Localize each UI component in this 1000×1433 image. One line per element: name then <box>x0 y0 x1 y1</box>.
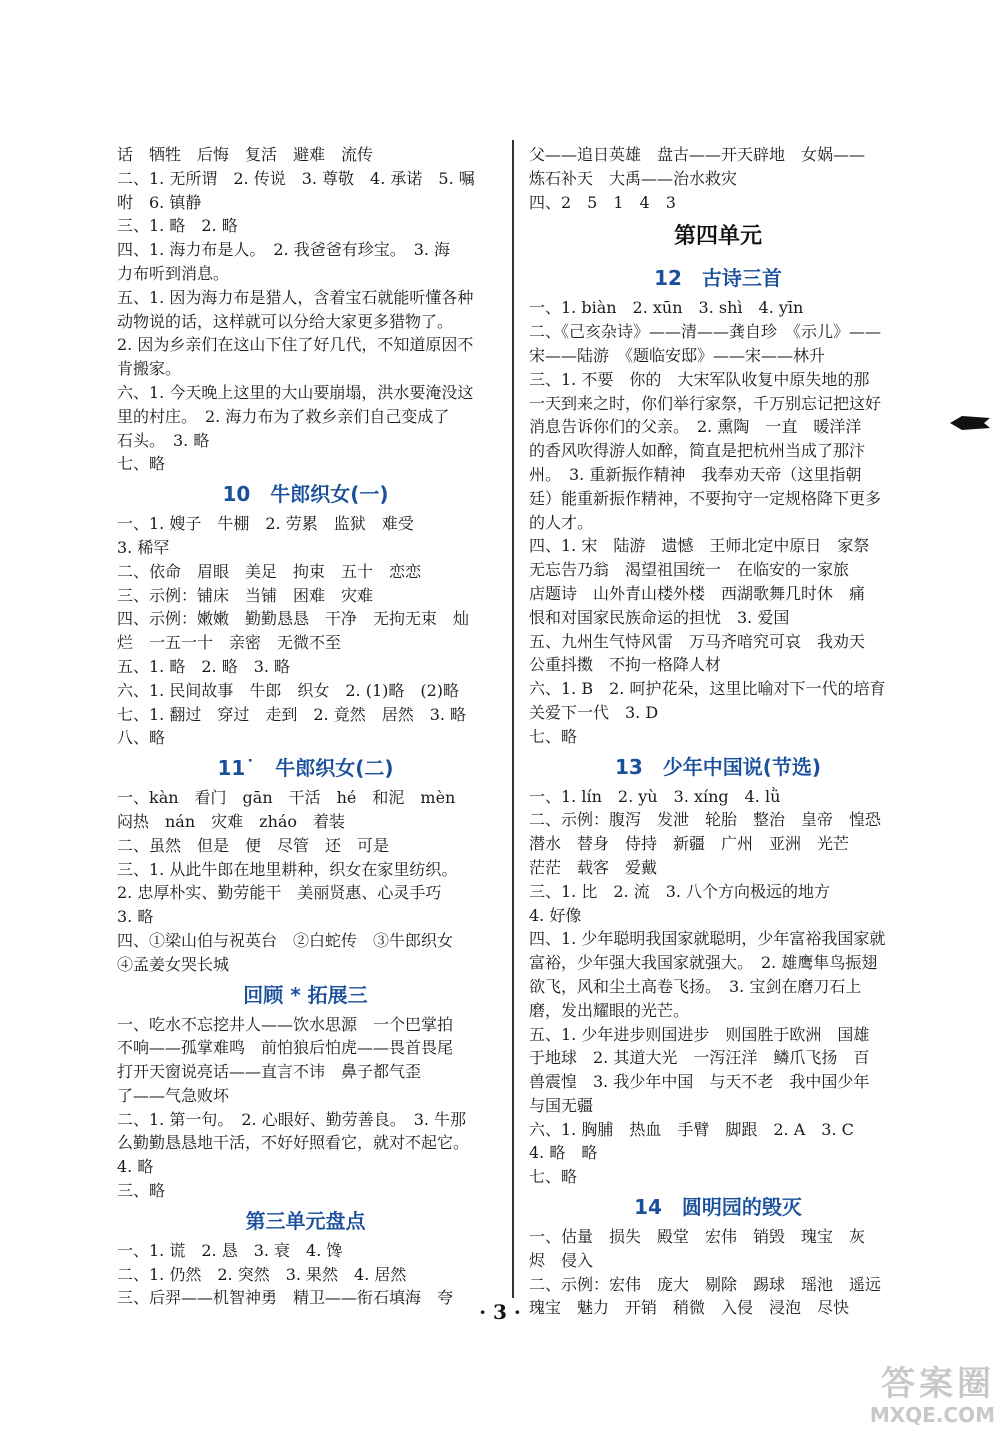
answer-text: 州。 3. 重新振作精神 我奉劝天帝（这里指朝 <box>529 464 862 484</box>
answer-text: 一、1. biàn 2. xūn 3. shì 4. yīn <box>529 298 804 318</box>
answer-text: 四、1. 宋 陆游 遗憾 王师北定中原日 家祭 <box>529 536 870 556</box>
lesson-heading: 12 古诗三首 <box>654 266 782 291</box>
answer-line <box>529 1070 907 1094</box>
answer-text: 公重抖擞 不拘一格降人材 <box>529 655 722 675</box>
answer-line <box>529 975 907 999</box>
answer-text: 五、1. 因为海力布是猎人，含着宝石就能听懂各种 <box>117 287 474 307</box>
answer-text: 四、①梁山伯与祝英台 ②白蛇传 ③牛郎织女 <box>117 930 454 950</box>
answer-text: 店题诗 山外青山楼外楼 西湖歌舞几时休 痛 <box>529 583 866 603</box>
answer-line <box>117 584 494 608</box>
unit-title: 第四单元 <box>673 224 762 250</box>
answer-line <box>117 310 494 334</box>
answer-line <box>117 929 494 953</box>
answer-text: 二、1. 第一句。 2. 心眼好、勤劳善良。 3. 牛那 <box>117 1109 467 1129</box>
answer-line <box>529 320 907 344</box>
answer-text: 四、示例：嫩嫩 勤勤恳恳 干净 无拘无束 灿 <box>117 609 470 629</box>
answer-text: ④孟姜女哭长城 <box>117 954 230 974</box>
answer-line <box>117 1013 494 1037</box>
answer-text: 4. 好像 <box>529 905 582 925</box>
answer-text: 肯搬家。 <box>117 359 182 379</box>
answer-text: 七、1. 翻过 穿过 走到 2. 竟然 居然 3. 略 <box>117 704 467 724</box>
answer-text: 三、示例：铺床 当铺 困难 灾难 <box>117 585 374 605</box>
answer-line <box>117 810 494 834</box>
answer-text: 潜水 替身 侍持 新疆 广州 亚洲 光芒 <box>529 834 850 854</box>
answer-line <box>529 927 907 951</box>
answer-line <box>117 262 494 286</box>
answer-line <box>529 415 907 439</box>
page-number: · 3 · <box>479 1300 521 1324</box>
answer-line <box>529 296 907 320</box>
answer-text: 二、虽然 但是 便 尽管 还 可是 <box>117 835 390 855</box>
answer-text: 五、1. 少年进步则国进步 则国胜于欧洲 国雄 <box>529 1024 870 1044</box>
answer-line <box>529 808 907 832</box>
answer-text: 咐 6. 镇静 <box>117 192 202 212</box>
answer-line <box>529 1118 907 1142</box>
answer-text: 力布听到消息。 <box>117 263 230 283</box>
answer-line <box>117 333 494 357</box>
answer-line <box>117 1239 494 1263</box>
answer-text: 一、吃水不忘挖井人——饮水思源 一个巴掌拍 <box>117 1014 454 1034</box>
answer-text: 一、1. 嫂子 牛棚 2. 劳累 监狱 难受 <box>117 514 414 534</box>
answer-text: 一天到来之时，你们举行家祭，千万别忘记把这好 <box>529 393 882 413</box>
answer-line <box>529 856 907 880</box>
answer-line <box>117 905 494 929</box>
bookmark-ribbon-icon <box>948 412 992 434</box>
answer-text: 3. 略 <box>117 907 154 927</box>
answer-line <box>529 606 907 630</box>
answer-text: 恨和对国家民族命运的担忧 3. 爱国 <box>529 607 790 627</box>
answer-line <box>529 487 907 511</box>
answer-line <box>529 143 907 167</box>
answer-text: 一、1. lín 2. yù 3. xíng 4. lǜ <box>529 786 781 806</box>
answer-line <box>529 167 907 191</box>
answer-line <box>529 1023 907 1047</box>
answer-line <box>529 653 907 677</box>
answer-text: 二、示例：宏伟 庞大 剔除 踢球 瑶池 遥远 <box>529 1274 882 1294</box>
answer-text: 消息告诉你们的父亲。 2. 熏陶 一直 暖洋洋 <box>529 417 862 437</box>
answer-text: 的人才。 <box>529 512 594 532</box>
right-answer-column <box>529 143 907 1320</box>
answer-text: 的香风吹得游人如醉，简直是把杭州当成了那汴 <box>529 441 866 461</box>
column-divider <box>512 140 514 1298</box>
answer-line <box>117 1060 494 1084</box>
answer-text: 磨，发出耀眼的光芒。 <box>529 1000 690 1020</box>
answer-line <box>529 191 907 215</box>
answer-text: 三、1. 不要 你的 大宋军队收复中原失地的那 <box>529 369 870 389</box>
answer-text: 四、2 5 1 4 3 <box>529 192 676 212</box>
answer-line <box>117 512 494 536</box>
answer-text: 话 牺牲 后悔 复活 避难 流传 <box>117 145 374 164</box>
answer-text: 烂 一五一十 亲密 无微不至 <box>117 633 342 653</box>
answer-line <box>529 534 907 558</box>
answer-line <box>529 511 907 535</box>
answer-text: 三、1. 从此牛郎在地里耕种，织女在家里纺织。 <box>117 859 458 879</box>
answer-line <box>529 439 907 463</box>
answer-line <box>117 405 494 429</box>
answer-text: 无忘告乃翁 渴望祖国统一 在临安的一家旅 <box>529 560 850 580</box>
answer-text: 六、1. 民间故事 牛郎 织女 2. (1)略 (2)略 <box>117 680 460 700</box>
watermark-url: MXQE.COM <box>869 1403 995 1427</box>
left-answer-column <box>117 143 494 1310</box>
answer-text: 4. 略 <box>117 1157 154 1177</box>
answer-line <box>117 726 494 750</box>
answer-line <box>117 786 494 810</box>
answer-line <box>529 558 907 582</box>
answer-text: 七、略 <box>529 726 578 746</box>
answer-line <box>529 1273 907 1297</box>
lesson-heading: 10 牛郎织女(一) <box>222 482 389 507</box>
answer-line <box>117 1179 494 1203</box>
answer-line <box>117 655 494 679</box>
answer-text: 打开天窗说亮话——直言不讳 鼻子都气歪 <box>117 1062 422 1082</box>
answer-text: 二、1. 仍然 2. 突然 3. 果然 4. 居然 <box>117 1264 407 1284</box>
answer-text: 一、1. 谎 2. 恳 3. 衰 4. 馋 <box>117 1240 343 1260</box>
answer-text: 四、1. 海力布是人。 2. 我爸爸有珍宝。 3. 海 <box>117 240 451 260</box>
answer-text: 二、依命 眉眼 美足 拘束 五十 恋恋 <box>117 561 422 581</box>
answer-line <box>529 1225 907 1249</box>
answer-line <box>117 381 494 405</box>
lesson-heading: 第三单元盘点 <box>245 1208 366 1233</box>
answer-line <box>529 832 907 856</box>
answer-text: 茫茫 载客 爱戴 <box>529 857 658 877</box>
answer-text: 三、1. 比 2. 流 3. 八个方向极远的地方 <box>529 881 831 901</box>
answer-text: 3. 稀罕 <box>117 537 170 557</box>
answer-line <box>117 214 494 238</box>
answer-line <box>117 834 494 858</box>
watermark-title: 答案圈 <box>881 1364 995 1404</box>
answer-line <box>117 560 494 584</box>
answer-text: 一、kàn 看门 gān 干活 hé 和泥 mèn <box>117 788 456 808</box>
answer-text: 闷热 nán 灾难 zháo 着装 <box>117 811 346 831</box>
answer-line <box>117 881 494 905</box>
answer-text: 2. 忠厚朴实、勤劳能干 美丽贤惠、心灵手巧 <box>117 883 442 903</box>
answer-line <box>529 999 907 1023</box>
answer-text: 欲飞，风和尘土高卷飞扬。 3. 宝剑在磨刀石上 <box>529 976 862 996</box>
answer-text: 里的村庄。 2. 海力布为了救乡亲们自己变成了 <box>117 406 450 426</box>
answer-line <box>117 167 494 191</box>
answer-text: 四、1. 少年聪明我国家就聪明，少年富裕我国家就 <box>529 929 886 949</box>
answer-line <box>529 951 907 975</box>
answer-text: 七、略 <box>117 454 166 474</box>
answer-text: 五、1. 略 2. 略 3. 略 <box>117 656 291 676</box>
answer-text: 三、略 <box>117 1181 166 1201</box>
answer-line <box>117 1263 494 1287</box>
answer-line <box>117 858 494 882</box>
answer-text: 二、《己亥杂诗》——清——龚自珍 《示儿》—— <box>529 322 882 342</box>
answer-line <box>117 1084 494 1108</box>
answer-line <box>529 630 907 654</box>
answer-line <box>529 904 907 928</box>
answer-line <box>529 701 907 725</box>
answer-line <box>529 582 907 606</box>
answer-line <box>529 368 907 392</box>
answer-line <box>117 631 494 655</box>
answer-text: 三、后羿——机智神勇 精卫——衔石填海 夸 <box>117 1288 454 1308</box>
answer-text: 一、估量 损失 殿堂 宏伟 销毁 瑰宝 灰 <box>529 1227 866 1247</box>
answer-line <box>529 677 907 701</box>
answer-text: 石头。 3. 略 <box>117 430 210 450</box>
answer-line <box>117 191 494 215</box>
answer-text: 了——气急败坏 <box>117 1085 230 1105</box>
answer-line <box>529 880 907 904</box>
answer-text: 烬 侵入 <box>529 1250 594 1270</box>
answer-text: 4. 略 略 <box>529 1143 598 1163</box>
answer-line <box>529 1094 907 1118</box>
answer-line <box>529 1249 907 1273</box>
answer-text: 么勤勤恳恳地干活，不好好照看它，就对不起它。 <box>117 1133 470 1153</box>
answer-line <box>529 344 907 368</box>
lesson-heading: 11˙ 牛郎织女(二) <box>217 756 394 781</box>
answer-text: 六、1. B 2. 呵护花朵，这里比喻对下一代的培育 <box>529 679 886 699</box>
answer-text: 于地球 2. 其道大光 一泻汪洋 鳞爪飞扬 百 <box>529 1048 870 1068</box>
answer-text: 炼石补天 大禹——治水救灾 <box>529 168 738 188</box>
answer-text: 与国无疆 <box>529 1095 594 1115</box>
answer-line <box>529 725 907 749</box>
answer-line <box>117 429 494 453</box>
answer-text: 不响——孤掌难鸣 前怕狼后怕虎——畏首畏尾 <box>117 1038 454 1058</box>
answer-line <box>117 286 494 310</box>
answer-text: 廷）能重新振作精神，不要拘守一定规格降下更多 <box>529 488 882 508</box>
answer-line <box>117 953 494 977</box>
answer-line <box>117 679 494 703</box>
answer-line <box>529 392 907 416</box>
answer-line <box>117 703 494 727</box>
answer-line <box>117 607 494 631</box>
answer-text: 三、1. 略 2. 略 <box>117 216 238 236</box>
answer-text: 动物说的话，这样就可以分给大家更多猎物了。 <box>117 311 454 331</box>
answer-text: 关爱下一代 3. D <box>529 702 659 722</box>
answer-text: 兽震惶 3. 我少年中国 与天不老 我中国少年 <box>529 1072 870 1092</box>
answer-line <box>117 238 494 262</box>
answer-text: 父——追日英雄 盘古——开天辟地 女娲—— <box>529 145 866 164</box>
answer-text: 瑰宝 魅力 开销 稍微 入侵 浸泡 尽快 <box>529 1298 850 1318</box>
answer-line <box>117 452 494 476</box>
answer-line <box>117 143 494 167</box>
answer-text: 八、略 <box>117 728 166 748</box>
answer-text: 二、示例：腹泻 发泄 轮胎 整治 皇帝 惶恐 <box>529 810 882 830</box>
answer-text: 七、略 <box>529 1167 578 1187</box>
answer-line <box>117 357 494 381</box>
answer-line <box>117 1155 494 1179</box>
answer-line <box>117 1131 494 1155</box>
answer-text: 五、九州生气恃风雷 万马齐喑究可哀 我劝天 <box>529 631 866 651</box>
answer-line <box>117 1108 494 1132</box>
answer-text: 富裕，少年强大我国家就强大。 2. 雄鹰隼鸟振翅 <box>529 953 878 973</box>
answer-line <box>529 1165 907 1189</box>
answer-line <box>529 1141 907 1165</box>
lesson-heading: 13 少年中国说(节选) <box>614 754 822 779</box>
answer-text: 二、1. 无所谓 2. 传说 3. 尊敬 4. 承诺 5. 嘱 <box>117 168 475 188</box>
answer-text: 六、1. 今天晚上这里的大山要崩塌，洪水要淹没这 <box>117 382 474 402</box>
answer-line <box>529 785 907 809</box>
answer-text: 宋——陆游 《题临安邸》——宋——林升 <box>529 345 826 365</box>
answer-line <box>529 463 907 487</box>
lesson-heading: 回顾 * 拓展三 <box>243 982 368 1007</box>
lesson-heading: 14 圆明园的毁灭 <box>634 1195 802 1220</box>
answer-text: 2. 因为乡亲们在这山下住了好几代，不知道原因不 <box>117 335 474 355</box>
answer-line <box>117 1036 494 1060</box>
watermark-logo <box>775 1365 995 1431</box>
answer-text: 六、1. 胸脯 热血 手臂 脚跟 2. A 3. C <box>529 1119 854 1139</box>
answer-line <box>117 536 494 560</box>
answer-line <box>529 1046 907 1070</box>
